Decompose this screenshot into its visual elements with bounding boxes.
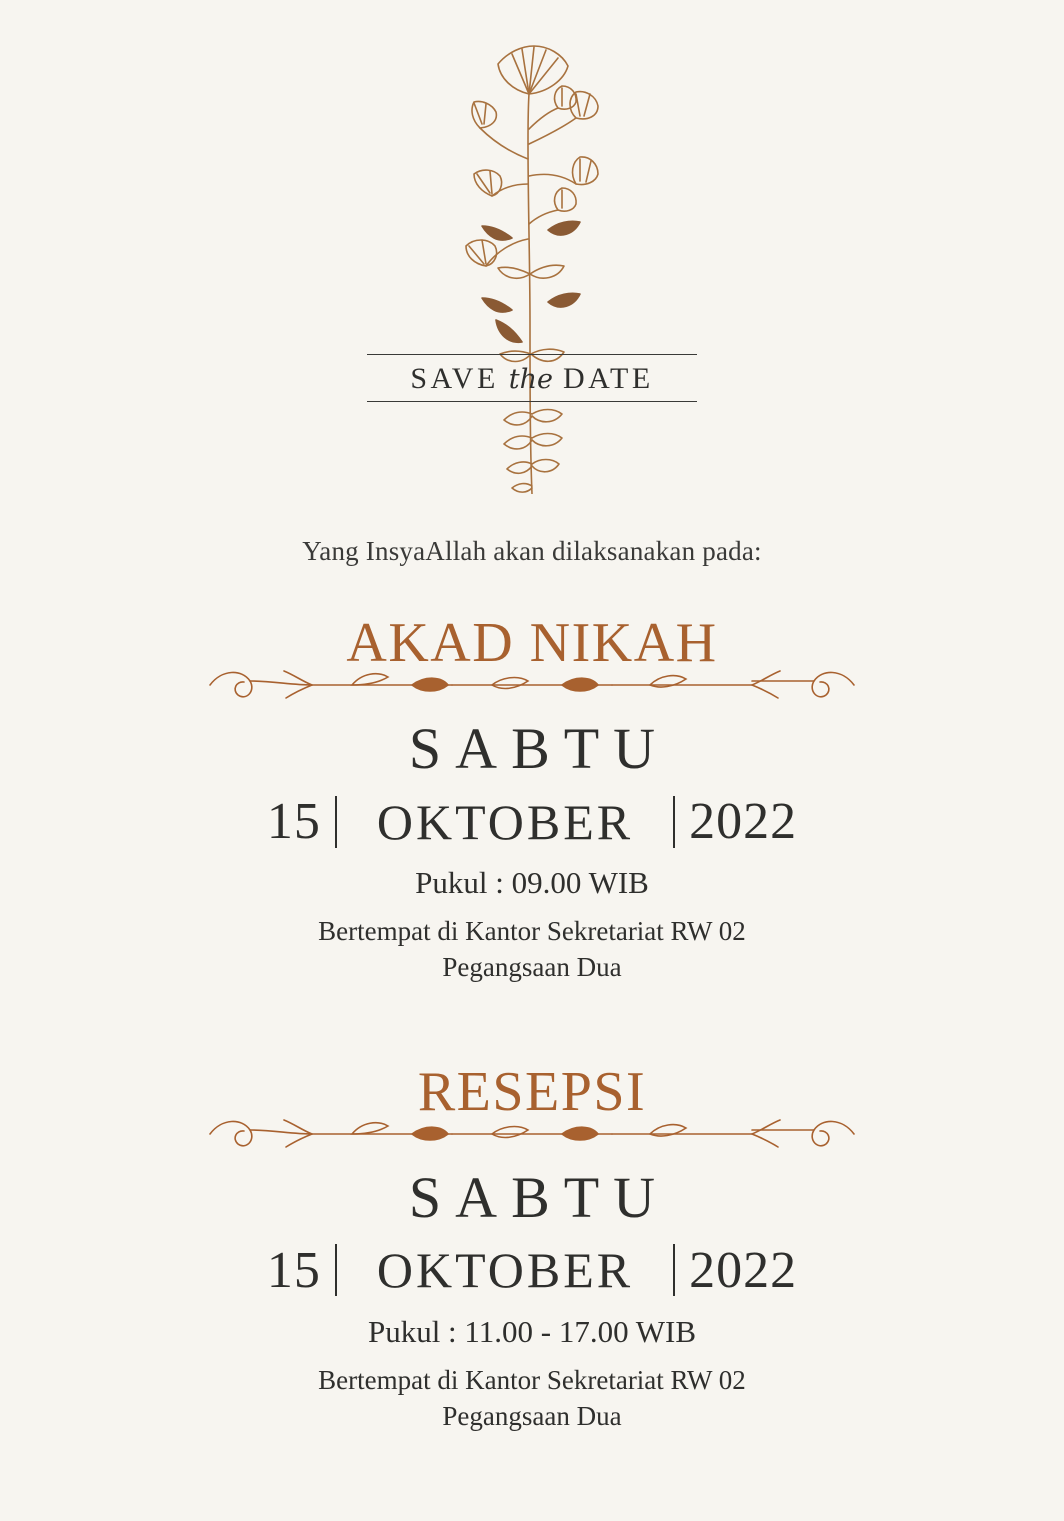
event-title: RESEPSI xyxy=(417,1060,647,1123)
date-separator-right xyxy=(673,796,675,848)
event-date-number: 15 xyxy=(266,1241,321,1299)
event-venue xyxy=(0,1362,1064,1435)
event-date-number: 15 xyxy=(266,793,321,850)
event-month: OKTOBER xyxy=(376,1242,634,1299)
event-header xyxy=(202,1060,862,1150)
save-text: SAVE xyxy=(410,362,499,395)
event-akad-nikah xyxy=(0,612,1064,986)
event-date-line xyxy=(0,1241,1064,1300)
intro-text: Yang InsyaAllah akan dilaksanakan pada: xyxy=(302,536,762,566)
event-header xyxy=(202,612,862,701)
event-venue xyxy=(0,913,1064,986)
the-text: the xyxy=(508,364,554,395)
event-date-line xyxy=(0,792,1064,851)
event-day: SABTU xyxy=(408,716,670,781)
event-venue-line1: Bertempat di Kantor Sekretariat RW 02 xyxy=(318,1364,746,1395)
event-year: 2022 xyxy=(689,1241,798,1299)
event-month: OKTOBER xyxy=(376,793,634,850)
event-time: Pukul : 11.00 - 17.00 WIB xyxy=(367,1313,697,1349)
date-separator-right xyxy=(673,1244,675,1296)
date-separator-left xyxy=(335,1244,337,1296)
event-venue-line2: Pegangsaan Dua xyxy=(442,1401,622,1432)
event-venue-line2: Pegangsaan Dua xyxy=(442,952,622,983)
event-time: Pukul : 09.00 WIB xyxy=(415,865,649,900)
floral-ornament xyxy=(362,24,702,494)
date-text: DATE xyxy=(563,362,654,395)
date-separator-left xyxy=(335,796,337,848)
event-resepsi xyxy=(0,1060,1064,1435)
event-day: SABTU xyxy=(408,1164,670,1230)
event-year: 2022 xyxy=(689,793,798,850)
event-title: AKAD NIKAH xyxy=(346,612,718,674)
event-venue-line1: Bertempat di Kantor Sekretariat RW 02 xyxy=(318,916,746,946)
